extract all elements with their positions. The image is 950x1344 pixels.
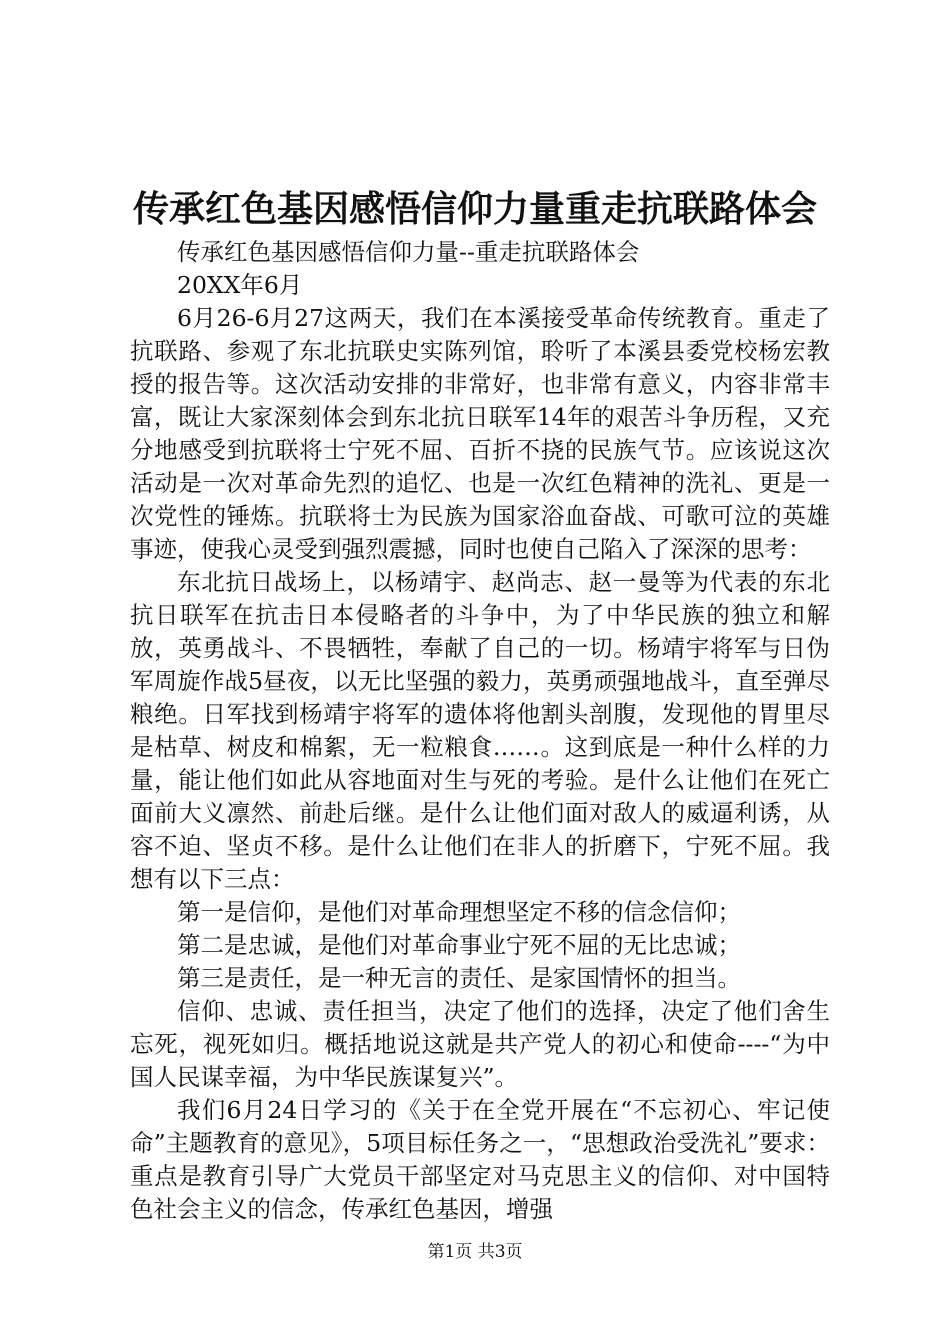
body-paragraph: 6月26-6月27这两天，我们在本溪接受革命传统教育。重走了抗联路、参观了东北抗联史实陈列馆，聆听了本溪县委党校杨宏教授的报告等。这次活动安排的非常好，也非常有意义，内容非常丰富，既让大家深刻体会到东北抗日联军14年的艰苦斗争历程，又充分地感受到抗联将士宁死不屈、百折不挠的民族气节。应该说这次活动是一次对革命先烈的追忆、也是一次红色精神的洗礼、更是一次党性的锤炼。抗联将士为民族为国家浴血奋战、可歌可泣的英雄事迹，使我心灵受到强烈震撼，同时也使自己陷入了深深的思考： [130, 304, 830, 563]
page-number-footer: 第1页 共3页 [427, 1242, 523, 1262]
body-paragraph: 信仰、忠诚、责任担当，决定了他们的选择，决定了他们舍生忘死，视死如归。概括地说这就是共产党人的初心和使命----“为中国人民谋幸福，为中华民族谋复兴”。 [130, 997, 830, 1091]
body-paragraph: 我们6月24日学习的《关于在全党开展在“不忘初心、牢记使命”主题教育的意见》，5项目标任务之一，“思想政治受洗礼”要求：重点是教育引导广大党员干部坚定对马克思主义的信仰、对中国特色社会主义的信念，传承红色基因，增强 [130, 1096, 830, 1223]
body-paragraph: 第二是忠诚，是他们对革命事业宁死不屈的无比忠诚； [177, 931, 741, 959]
subtitle-paragraph: 传承红色基因感悟信仰力量--重走抗联路体会 [177, 238, 640, 266]
body-paragraph: 第一是信仰，是他们对革命理想坚定不移的信念信仰； [177, 898, 741, 926]
document-body [130, 236, 830, 1226]
body-paragraph: 第三是责任，是一种无言的责任、是家国情怀的担当。 [177, 964, 741, 992]
document-title: 传承红色基因感悟信仰力量重走抗联路体会 [132, 188, 817, 230]
body-paragraph: 东北抗日战场上，以杨靖宇、赵尚志、赵一曼等为代表的东北抗日联军在抗击日本侵略者的斗争中，为了中华民族的独立和解放，英勇战斗、不畏牺牲，奉献了自己的一切。杨靖宇将军与日伪军周旋作战5昼夜，以无比坚强的毅力，英勇顽强地战斗，直至弹尽粮绝。日军找到杨靖宇将军的遗体将他割头剖腹，发现他的胃里尽是枯草、树皮和棉絮，无一粒粮食……。这到底是一种什么样的力量，能让他们如此从容地面对生与死的考验。是什么让他们在死亡面前大义凛然、前赴后继。是什么让他们面对敌人的威逼利诱，从容不迫、坚贞不移。是什么让他们在非人的折磨下，宁死不屈。我想有以下三点： [130, 568, 830, 893]
date-paragraph: 20XX年6月 [177, 271, 303, 299]
